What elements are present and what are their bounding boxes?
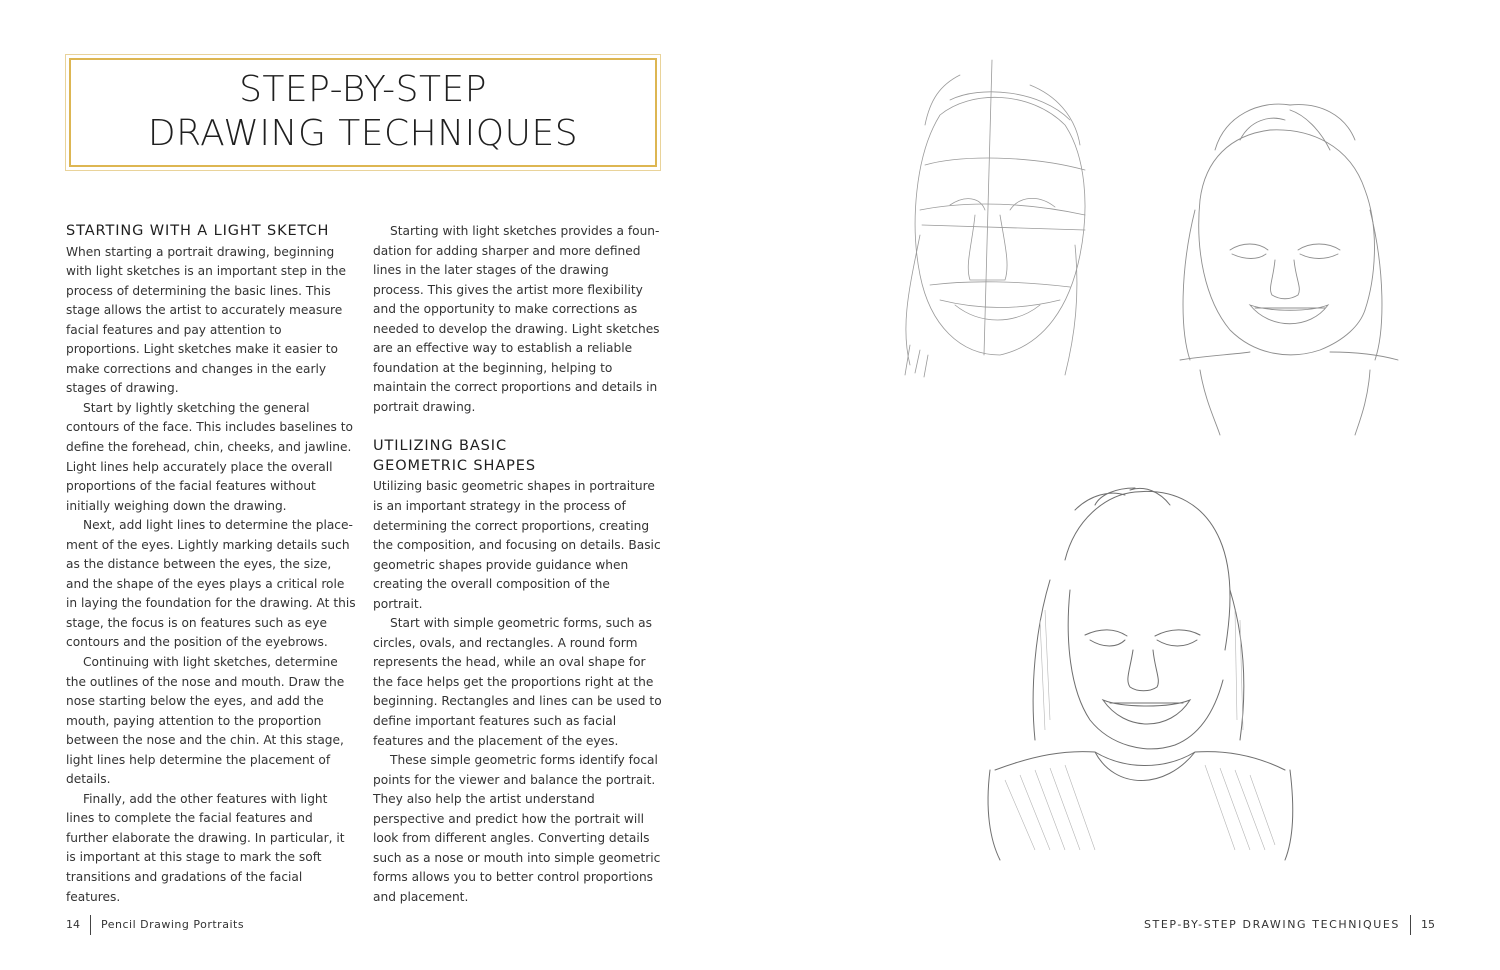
- footer-left: [66, 915, 244, 935]
- heading-line-1: UTILIZING BASIC: [373, 438, 507, 455]
- sketch-stage-2-illustration: [1170, 90, 1405, 440]
- page-title-line-2: DRAWING TECHNIQUES: [147, 113, 579, 154]
- right-text-column: [373, 222, 663, 908]
- paragraph: Start with simple geometric forms, such as circles, ovals, and rectangles. A round form represents the head, while an oval shape for the face helps get the proportions right at the beginning. Rectangles and lines can be used to define important features such as facial features and the placement of the eyes.: [373, 616, 662, 748]
- paragraph: Finally, add the other features with light lines to complete the facial features and further elaborate the drawing. In particular, it is important at this stage to mark the soft transitions and gradations of the facial features.: [66, 791, 345, 904]
- paragraph: Starting with light sketches provides a foundation for adding sharper and more defined lines in the later stages of the drawing process. This gives the artist more flexibility and the opportunity to make corrections as needed to develop the drawing. Light sketches are an effective way to establish a reliable foundation at the beginning, helping to maintain the correct proportions and details in portrait drawing.: [373, 224, 660, 414]
- section-heading-geometric-shapes: [373, 437, 663, 476]
- title-box: [65, 54, 661, 171]
- paragraph: Next, add light lines to determine the placement of the eyes. Lightly marking details such as the distance between the eyes, the size, and the shape of the eyes plays a critical role in laying the foundation for the drawing. At this stage, the focus is on features such as eye contours and the position of the eyebrows.: [66, 518, 356, 650]
- footer-divider: [90, 915, 91, 935]
- sketch-stage-1-illustration: [880, 55, 1105, 400]
- page-title-line-1: STEP-BY-STEP: [239, 69, 487, 110]
- paragraph: Start by lightly sketching the general contours of the face. This includes baselines to define the forehead, chin, cheeks, and jawline. Light lines help accurately place the overall proportions of the facial features without initially weighing down the drawing.: [66, 400, 353, 513]
- paragraph: When starting a portrait drawing, beginning with light sketches is an important step in the process of determining the basic lines. This stage allows the artist to accurately measure facial features and pay attention to proportions. Light sketches make it easier to make corrections and changes in the early stages of drawing.: [66, 244, 346, 396]
- footer-divider: [1410, 915, 1411, 935]
- paragraph: Continuing with light sketches, determine the outlines of the nose and mouth. Draw the nose starting below the eyes, and add the mouth, paying attention to the proportion between the nose and the chin. At this stage, light lines help determine the placement of details.: [66, 654, 345, 787]
- heading-line-2: GEOMETRIC SHAPES: [373, 457, 536, 474]
- footer-right: [1144, 915, 1435, 935]
- page-number-left: 14: [66, 918, 80, 931]
- book-title: Pencil Drawing Portraits: [101, 918, 245, 931]
- section-title: STEP-BY-STEP DRAWING TECHNIQUES: [1143, 918, 1400, 931]
- paragraph: These simple geometric forms identify focal points for the viewer and balance the portrait. They also help the artist understand perspective and predict how the portrait will look from different angles. Converting details such as a nose or mouth into simple geometric forms allows you to better control proportions and placement.: [373, 753, 661, 904]
- paragraph: Utilizing basic geometric shapes in portraiture is an important strategy in the process of determining the correct proportions, creating the composition, and focusing on details. Basic geometric shapes provide guidance when creating the overall composition of the portrait.: [373, 479, 661, 611]
- section-heading-light-sketch: STARTING WITH A LIGHT SKETCH: [66, 223, 330, 239]
- left-text-column: [66, 222, 356, 907]
- sketch-final-illustration: [975, 470, 1305, 870]
- page-number-right: 15: [1421, 918, 1435, 931]
